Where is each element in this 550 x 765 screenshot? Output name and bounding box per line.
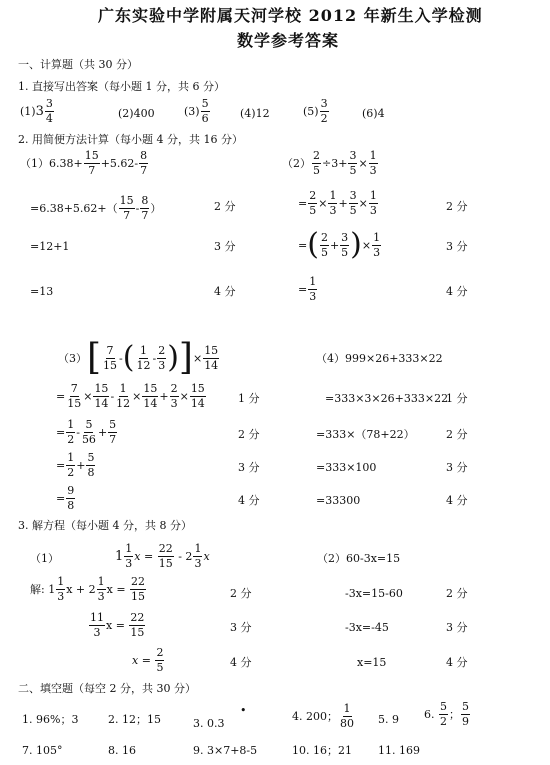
q2-p3-score-2: 2 分 — [238, 428, 260, 441]
q3-e2-line-4: x=15 — [357, 656, 387, 669]
fill-answer-6: 6. $\frac{5}{2}$ ； $\frac{5}{9}$ — [424, 700, 469, 728]
fill-answer-3: 3. 0.3 • — [193, 704, 247, 730]
section-1-heading: 一、计算题（共 30 分） — [18, 58, 138, 71]
title-line-1: 广东实验中学附属天河学校 2012 年新生入学检测 — [98, 6, 483, 25]
fill-answer-2: 2. 12；15 — [108, 713, 161, 726]
q3-e1-label: （1） — [30, 552, 59, 565]
q2-p1-line-2: =6.38+5.62+（ $\frac{15}{7}$ - $\frac{8}{7}$ ） — [30, 194, 162, 222]
q1-answer-6: (6)4 — [362, 107, 385, 120]
q2-p2-score-2: 2 分 — [446, 200, 468, 213]
fill-answer-9: 9. 3×7+8-5 — [193, 744, 258, 757]
q2-p1-score-4: 4 分 — [214, 285, 236, 298]
q1-answer-3: (3) $\frac{5}{6}$ — [184, 97, 209, 125]
q2-p4-score-1: 1 分 — [446, 392, 468, 405]
q3-e1-line-2: 解: 1 $\frac{1}{3}$ x + 2 $\frac{1}{3}$ x = $\frac{22}{15}$ — [30, 575, 146, 603]
q2-p2-line-3: = ( $\frac{2}{5}$ + $\frac{3}{5}$ ) × $\frac{1}{3}$ — [298, 227, 381, 262]
q3-e1-score-2: 2 分 — [230, 587, 252, 600]
q3-e1-line-3: $\frac{11}{3}$ x = $\frac{22}{15}$ — [90, 611, 145, 639]
q2-p4-line-1: （4）999×26+333×22 — [316, 352, 443, 365]
q2-p3-score-4: 4 分 — [238, 494, 260, 507]
q1-answer-4: (4)12 — [240, 107, 270, 120]
q1-heading: 1. 直接写出答案（每小题 1 分，共 6 分） — [18, 80, 225, 93]
fill-answer-7: 7. 105° — [22, 744, 63, 757]
fill-answer-10: 10. 16；21 — [292, 744, 352, 757]
q3-e1-line-4: x = $\frac{2}{5}$ — [132, 646, 164, 674]
q2-p2-score-4: 4 分 — [446, 285, 468, 298]
q1-answer-1: (1) 3 $\frac{3}{4}$ — [20, 97, 53, 125]
q3-heading: 3. 解方程（每小题 4 分，共 8 分） — [18, 519, 192, 532]
q3-e1-score-3: 3 分 — [230, 621, 252, 634]
q2-p3-line-5: = $\frac{9}{8}$ — [56, 484, 75, 512]
fill-answer-5: 5. 9 — [378, 713, 399, 726]
q2-p4-score-2: 2 分 — [446, 428, 468, 441]
fill-answer-8: 8. 16 — [108, 744, 136, 757]
q2-p4-line-5: =33300 — [316, 494, 361, 507]
q1-answer-2: (2)400 — [118, 107, 155, 120]
q2-p1-line-3: =12+1 — [30, 240, 70, 253]
q2-p2-line-1: （2） $\frac{2}{5}$ ÷3+ $\frac{3}{5}$ × $\frac{1}{3}$ — [282, 149, 377, 177]
fill-answer-11: 11. 169 — [378, 744, 420, 757]
q3-e2-score-3: 3 分 — [446, 621, 468, 634]
q2-p3-line-3: = $\frac{1}{2}$ - $\frac{5}{56}$ + $\frac{5}{7}$ — [56, 418, 117, 446]
q2-p2-line-2: = $\frac{2}{5}$ × $\frac{1}{3}$ + $\frac{3}{5}$ × $\frac{1}{3}$ — [298, 189, 377, 217]
q3-e1-line-1: 1 $\frac{1}{3}$ x = $\frac{22}{15}$ - 2 $\frac{1}{3}$ x — [115, 542, 210, 570]
q3-e2-line-2: -3x=15-60 — [345, 587, 403, 600]
q3-e2-score-2: 2 分 — [446, 587, 468, 600]
q2-p2-line-4: = $\frac{1}{3}$ — [298, 275, 317, 303]
q3-e2-score-4: 4 分 — [446, 656, 468, 669]
q2-p4-line-3: =333×（78+22） — [316, 428, 415, 441]
q2-p1-line-4: =13 — [30, 285, 54, 298]
q3-e1-score-4: 4 分 — [230, 656, 252, 669]
q2-heading: 2. 用简便方法计算（每小题 4 分，共 16 分） — [18, 133, 243, 146]
q2-p1-line-1: （1） 6.38+ $\frac{15}{7}$ +5.62- $\frac{8}{7}$ — [20, 149, 148, 177]
q2-p3-score-3: 3 分 — [238, 461, 260, 474]
q2-p4-line-2: =333×3×26+333×22 — [325, 392, 449, 405]
q2-p4-score-4: 4 分 — [446, 494, 468, 507]
q2-p4-score-3: 3 分 — [446, 461, 468, 474]
section-2-heading: 二、填空题（每空 2 分，共 30 分） — [18, 682, 196, 695]
q3-e2-line-1: （2）60-3x=15 — [317, 552, 401, 565]
q2-p4-line-4: =333×100 — [316, 461, 377, 474]
q2-p1-score-3: 3 分 — [214, 240, 236, 253]
q2-p1-score-2: 2 分 — [214, 200, 236, 213]
q2-p3-line-1: （3） [ $\frac{7}{15}$ - ( $\frac{1}{12}$ - $\frac{2}{3}$ ) ] × $\frac{15}{14}$ — [58, 337, 219, 378]
q2-p3-line-4: = $\frac{1}{2}$ + $\frac{5}{8}$ — [56, 451, 95, 479]
title-line-2: 数学参考答案 — [237, 31, 340, 50]
fill-answer-1: 1. 96%；3 — [22, 713, 79, 726]
q2-p3-line-2: = $\frac{7}{15}$ × $\frac{15}{14}$ - $\frac{1}{12}$ × $\frac{15}{14}$ + $\frac{2}{3}$ × $\frac{15}{14}$ — [56, 382, 205, 410]
q3-e2-line-3: -3x=-45 — [345, 621, 389, 634]
q2-p3-score-1: 1 分 — [238, 392, 260, 405]
q1-answer-5: (5) $\frac{3}{2}$ — [303, 97, 328, 125]
fill-answer-4: 4. 200； $\frac{1}{80}$ — [292, 702, 354, 730]
q2-p2-score-3: 3 分 — [446, 240, 468, 253]
